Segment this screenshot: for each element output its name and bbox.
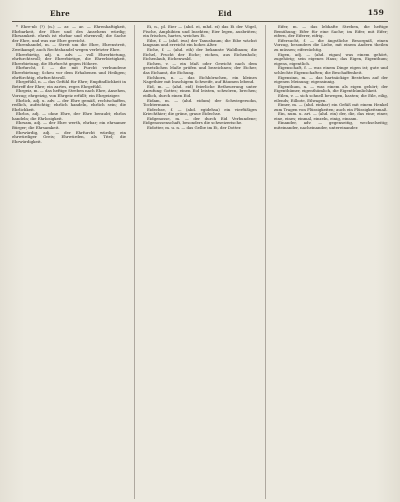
dictionary-entry: Eichhorn, n. — das Eichhörnchen, ein kleines Nagethier mit buschigem Schweife, auf Bäumen lebend. bbox=[143, 74, 257, 85]
dictionary-entry: Eigenthum, n. — was einem als eigen gehört; der Eigenthümer, eigenthümlich, die Eigenthümlichkeit. bbox=[274, 83, 388, 94]
dictionary-entry: Eigen, adj. — (ahd. eigan) was einem gehört, zugehörig; sein eigenes Haus; das Eigen, Eigenthum; eigens, eigentlich. bbox=[274, 51, 388, 66]
dictionary-entry: Ehrerbietig, adj. u. adv. — voll Ehrerbietung, ehrfurchtsvoll; der Ehrerbietige, die Ehrerbietigkeit, Ehrerbietung, die Ehrfurcht gegen Höhere. bbox=[12, 51, 126, 66]
dictionary-entry: Ehrsam, adj. — der Ehre werth, ehrbar; ein ehrsamer Bürger; die Ehrsamkeit. bbox=[12, 120, 126, 131]
dictionary-entry: Eibe, f. — (ahd. iwa) der Taxusbaum; die Eibe wächst langsam und erreicht ein hohes Alter. bbox=[143, 37, 257, 48]
dictionary-entry: Eidgenosse, m. — der durch Eid Verbundene; Eidgenossenschaft, besonders die schweizerische. bbox=[143, 115, 257, 126]
dictionary-entry: Eigenschaft, f. — was einem Dinge eigen ist; gute und schlechte Eigenschaften; die Beschaffenheit. bbox=[274, 65, 388, 75]
dictionary-entry: Eidechse, f. — (ahd. egidehsa) ein vierfüßiges Kriechthier; die grüne, graue Eidechse. bbox=[143, 106, 257, 117]
column-divider bbox=[265, 25, 266, 499]
dictionary-entry: Ehrgeiz, m. — das heftige Streben nach Ehre, Ansehen, Vorzug; ehrgeizig, von Ehrgeiz erfüllt; ein Ehrgeiziger. bbox=[12, 88, 126, 98]
dictionary-entry: Eigensinn, m. — das hartnäckige Bestehen auf der eigenen Meinung; eigensinnig. bbox=[274, 74, 388, 85]
dictionary-entry: Eifer, m. — das lebhafte Streben, die heftige Bemühung; Eifer für eine Sache; im Eifer, mit Eifer; eifern, der Eiferer, eifrig. bbox=[274, 25, 388, 39]
dictionary-entry: Eichen, v. — ein Maß oder Gewicht nach dem gesetzlichen Maße prüfen und bezeichnen; der Eicher, das Eichamt, die Eichung. bbox=[143, 60, 257, 75]
dictionary-entry: Ehrfurcht, f. — die mit Furcht verbundene Ehrerbietung; Scheu vor dem Erhabenen und Heiligen; ehrfürchtig, ehrfurchtsvoll. bbox=[12, 65, 126, 80]
running-header bbox=[12, 8, 388, 20]
dictionary-entry: Eimer, m. — (ahd. einbar) ein Gefäß mit einem Henkel zum Tragen von Flüssigkeiten; auch ein Flüssigkeitsmaß. bbox=[274, 102, 388, 112]
dictionary-entry: Eid, m. — (ahd. eid) feierliche Betheuerung unter Anrufung Gottes; einen Eid leisten, schwören, brechen; eidlich, durch einen Eid. bbox=[143, 83, 257, 98]
text-columns bbox=[12, 25, 388, 499]
dictionary-entry: Ei, n., pl. Eier — (ahd. ei, mhd. ei) das Ei der Vögel, Fische, Amphibien und Insekten; Eier legen, ausbrüten; ein frisches, hartes, weiches Ei. bbox=[143, 25, 257, 39]
dictionary-entry: Ehrenhandel, m. — Streit um die Ehre, Ehrenstreit, Zweikampf; auch Rechtshandel wegen verletzter Ehre. bbox=[12, 42, 126, 52]
dictionary-entry: Ein, num. u. art. — (ahd. ein) der, die, das eine; einer, eine, eines; einmal, einzeln, einig, einsam. bbox=[274, 111, 388, 121]
dictionary-entry: Eidam, m. — (ahd. eidum) der Schwiegersohn, Tochtermann. bbox=[143, 97, 257, 108]
header-center-keyword: Eid bbox=[218, 9, 232, 18]
dictionary-entry: Ehrgefühl, n. — das Gefühl für Ehre; Empfindlichkeit in Betreff der Ehre; ein zartes, reges Ehrgefühl. bbox=[12, 79, 126, 89]
dictionary-entry: Ehrwürdig, adj. — der Ehrfurcht würdig; ein ehrwürdiger Greis; Ehrwürden, als Titel; die Ehrwürdigkeit. bbox=[12, 129, 126, 144]
dictionary-entry: Eiche, f. — (ahd. eih) der bekannte Waldbaum; die Eichel, Frucht der Eiche; eichen, aus Eichenholz; Eichenlaub, Eichenwald. bbox=[143, 46, 257, 62]
dictionary-entry: Eifersucht, f. — die ängstliche Besorgniß, einen Vorzug, besonders die Liebe, mit einem Andern theilen zu müssen; eifersüchtig. bbox=[274, 37, 388, 52]
dictionary-entry: Eilen, v. — sich schnell bewegen, hasten; die Eile, eilig, eilends; Eilbote, Eilwagen. bbox=[274, 92, 388, 103]
column-3 bbox=[274, 25, 388, 499]
dictionary-entry: Ehrlich, adj. u. adv. — der Ehre gemäß, rechtschaffen, redlich, aufrichtig; ehrlich handeln, ehrlich sein; die Ehrlichkeit. bbox=[12, 97, 126, 112]
column-1 bbox=[12, 25, 126, 499]
dictionary-entry: * Ehre-nb (?) (n.) — ar. — ar. — Ehrenhaftigkeit, Ehrbarkeit, der Ehre und des Ansehens würdig; Ehrsamkeit. ehrnh ist ehrbar und ehrenvoll; die Sache der Ehre, und was zur Ehre gereicht. bbox=[12, 25, 126, 43]
dictionary-entry: Einander, adv. — gegenseitig, wechselseitig; miteinander, nacheinander, untereinander. bbox=[274, 120, 388, 131]
dictionary-entry: Eidotter, m. u. n. — das Gelbe im Ei, der Dotter. bbox=[147, 125, 242, 131]
page-number: 159 bbox=[367, 8, 384, 17]
header-rule bbox=[12, 21, 388, 22]
dictionary-entry: Ehrlos, adj. — ohne Ehre, der Ehre beraubt; ehrlos handeln; die Ehrlosigkeit. bbox=[12, 111, 126, 121]
column-divider bbox=[134, 25, 135, 499]
header-left-keyword: Ehre bbox=[50, 9, 70, 18]
column-2 bbox=[143, 25, 257, 499]
